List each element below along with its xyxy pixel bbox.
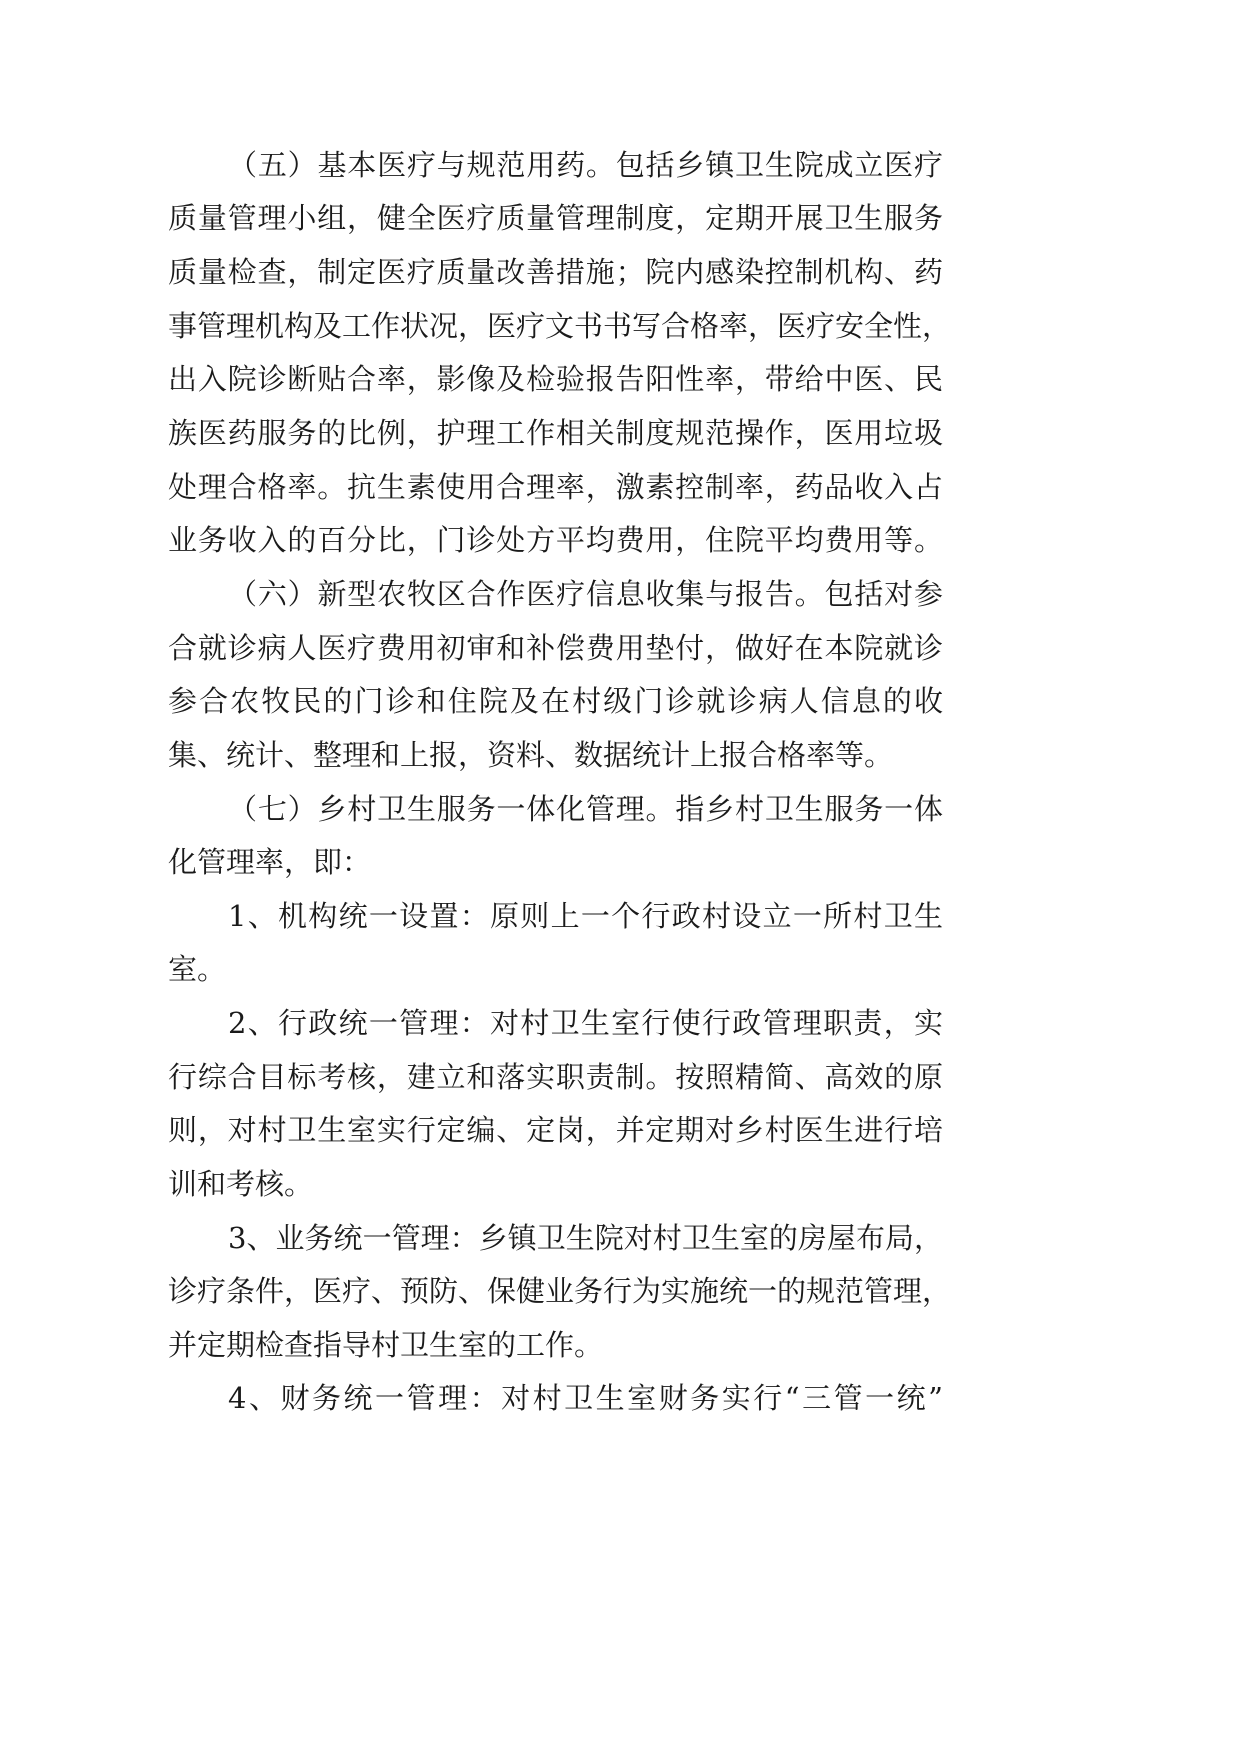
paragraph-7-line-1: （七）乡村卫生服务一体化管理。指乡村卫生服务一体 [228,792,943,826]
paragraph-6-line-2: 合就诊病人医疗费用初审和补偿费用垫付，做好在本院就诊 [168,631,943,665]
item-2-line-4: 训和考核。 [168,1167,314,1201]
item-2-line-2: 行综合目标考核，建立和落实职责制。按照精简、高效的原 [168,1060,943,1094]
item-3-line-3: 并定期检查指导村卫生室的工作。 [168,1328,604,1362]
paragraph-7-line-2: 化管理率，即： [168,845,372,879]
item-1-line-2: 室。 [168,952,227,986]
paragraph-6-line-4: 集、统计、整理和上报，资料、数据统计上报合格率等。 [168,738,894,772]
paragraph-5-line-3: 质量检查，制定医疗质量改善措施；院内感染控制机构、药 [168,255,943,289]
paragraph-6-line-1: （六）新型农牧区合作医疗信息收集与报告。包括对参 [228,577,943,611]
item-3-line-2: 诊疗条件，医疗、预防、保健业务行为实施统一的规范管理， [168,1274,952,1308]
paragraph-5-line-1: （五）基本医疗与规范用药。包括乡镇卫生院成立医疗 [228,148,943,182]
item-1-line-1: 1、机构统一设置：原则上一个行政村设立一所村卫生 [228,899,943,933]
paragraph-6-line-3: 参合农牧民的门诊和住院及在村级门诊就诊病人信息的收 [168,684,943,718]
paragraph-5-line-6: 族医药服务的比例，护理工作相关制度规范操作，医用垃圾 [168,416,943,450]
paragraph-5-line-4: 事管理机构及工作状况，医疗文书书写合格率，医疗安全性， [168,309,952,343]
paragraph-5-line-7: 处理合格率。抗生素使用合理率，激素控制率，药品收入占 [168,470,943,504]
paragraph-5-line-5: 出入院诊断贴合率，影像及检验报告阳性率，带给中医、民 [168,362,943,396]
paragraph-5-line-8: 业务收入的百分比，门诊处方平均费用，住院平均费用等。 [168,523,943,557]
item-4-line-1: 4、财务统一管理：对村卫生室财务实行“三管一统” [228,1381,943,1415]
paragraph-5-line-2: 质量管理小组，健全医疗质量管理制度，定期开展卫生服务 [168,201,943,235]
item-2-line-3: 则，对村卫生室实行定编、定岗，并定期对乡村医生进行培 [168,1113,943,1147]
item-3-line-1: 3、业务统一管理：乡镇卫生院对村卫生室的房屋布局， [228,1221,943,1255]
item-2-line-1: 2、行政统一管理：对村卫生室行使行政管理职责，实 [228,1006,943,1040]
